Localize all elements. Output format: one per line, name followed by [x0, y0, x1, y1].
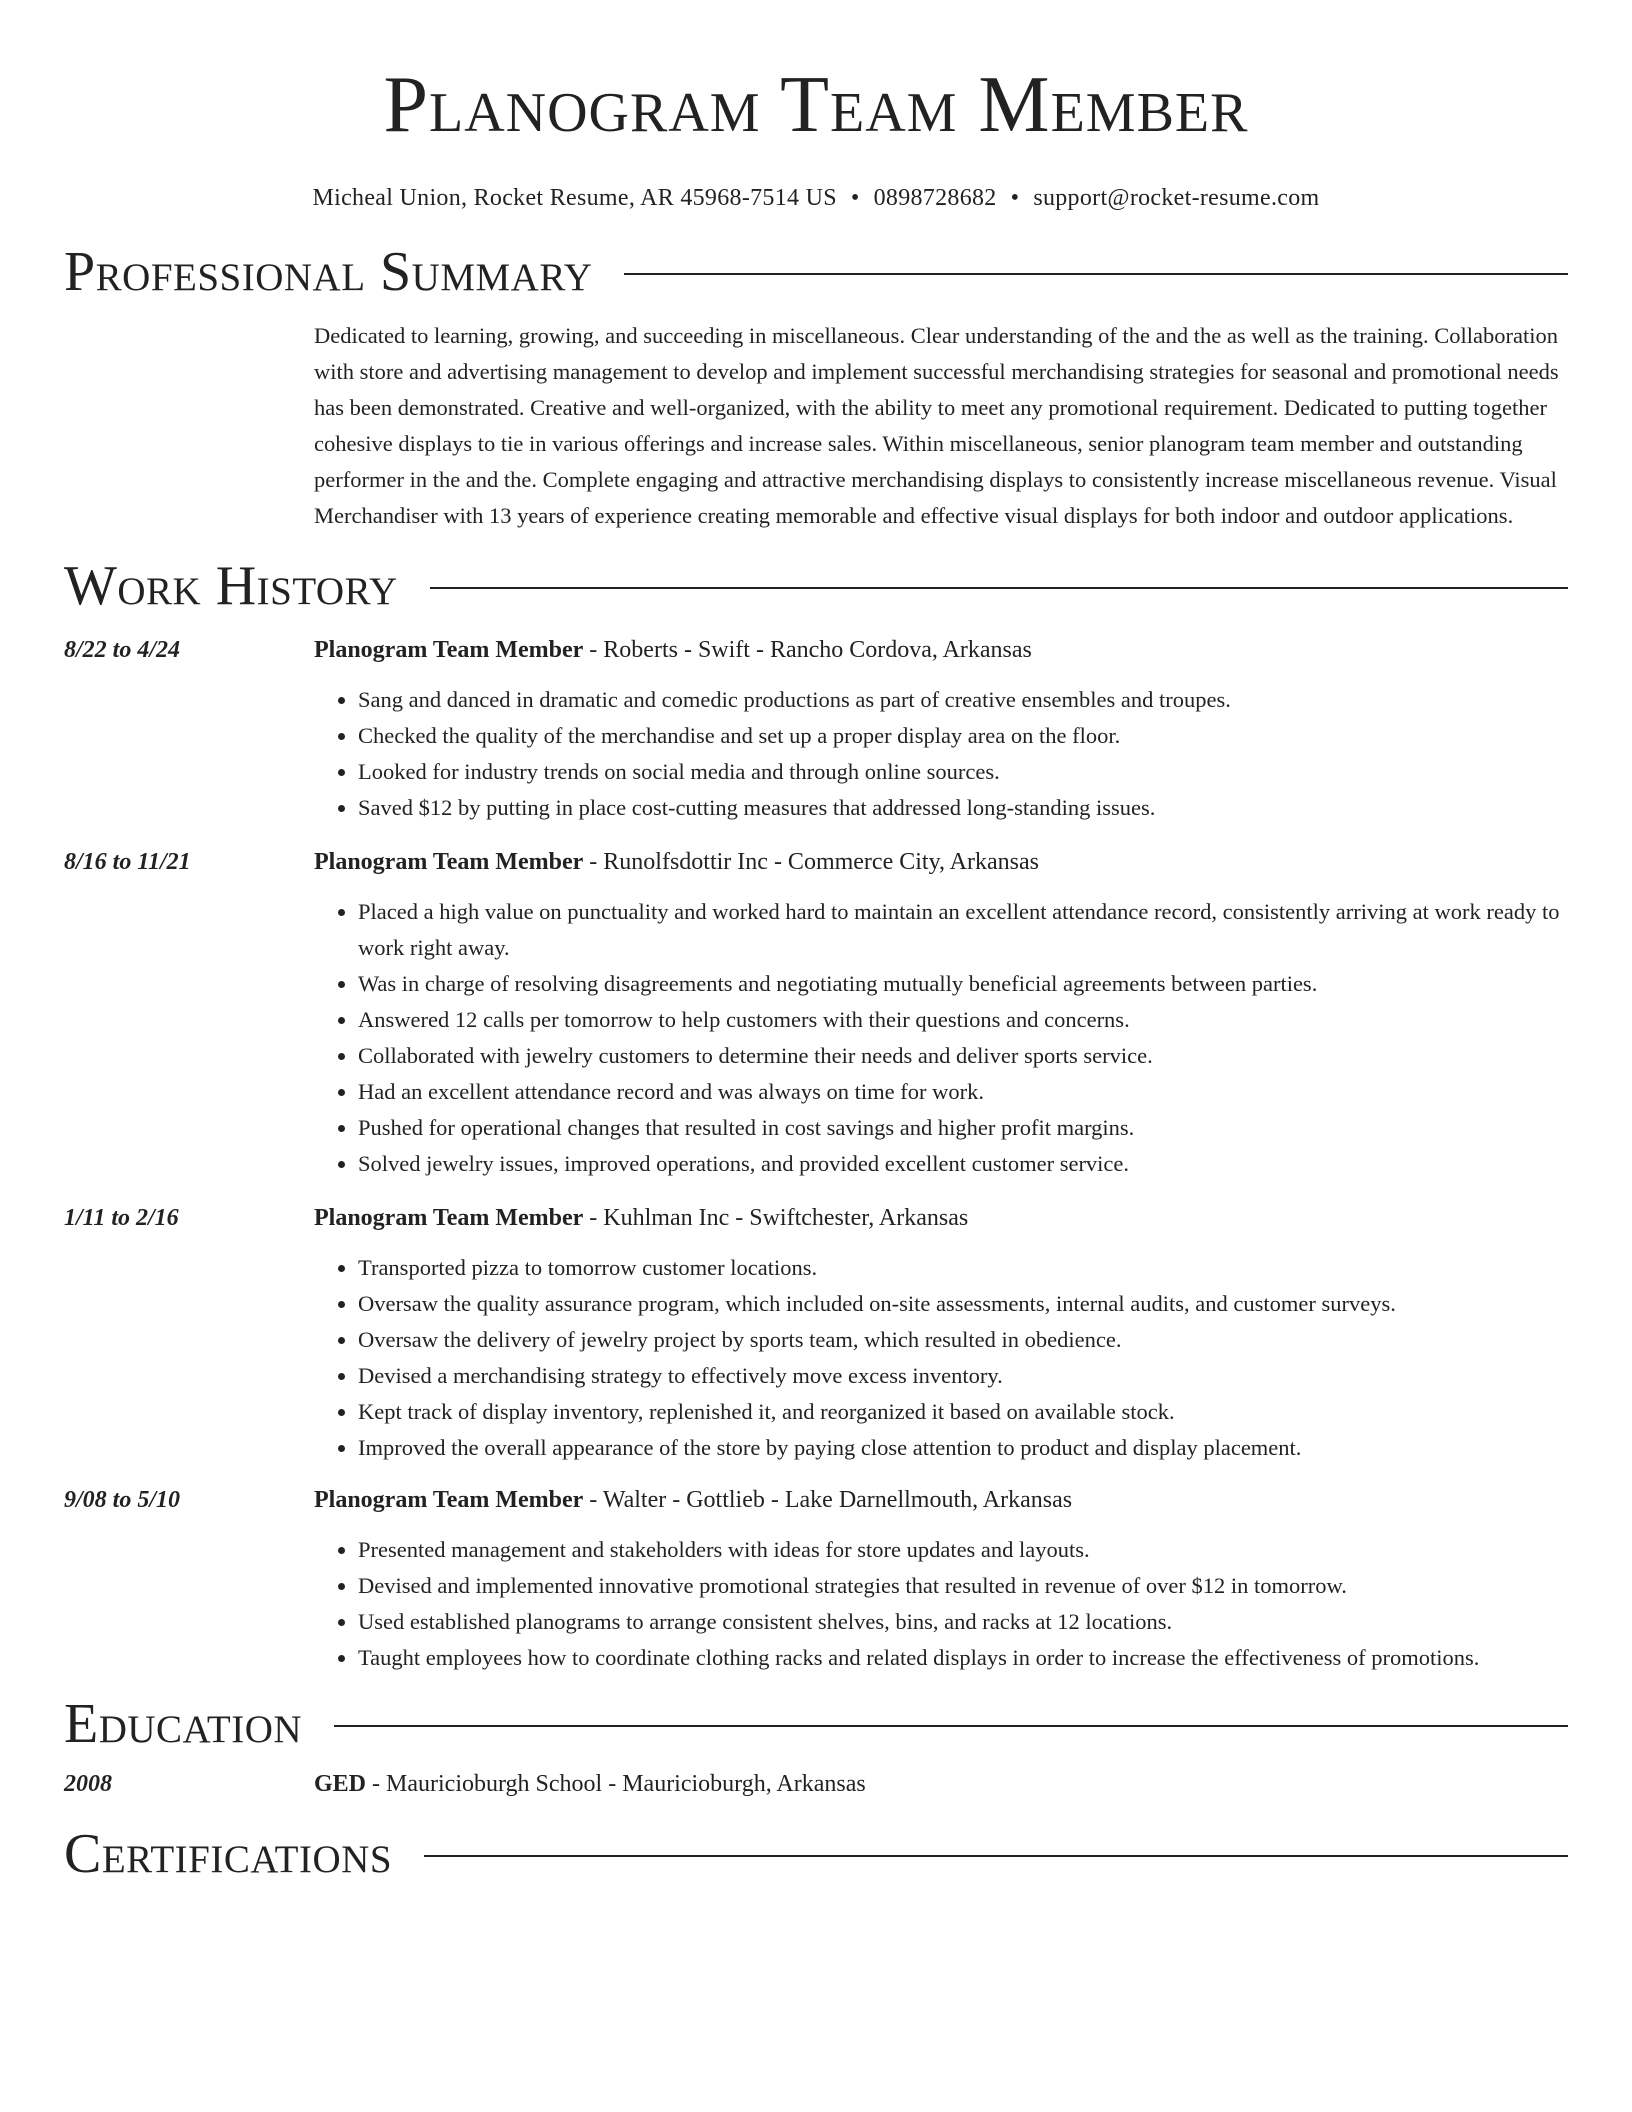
- job-entry: [64, 1482, 1568, 1676]
- job-bullet: • Taught employees how to coordinate clothing racks and related displays in order to increase the effectiveness of promotions.: [358, 1640, 1568, 1676]
- job-employer: - Kuhlman Inc - Swiftchester, Arkansas: [583, 1205, 969, 1231]
- job-body: [314, 1200, 1568, 1466]
- summary-text: Dedicated to learning, growing, and succeeding in miscellaneous. Clear understanding of the and the as well as the training. Collaboration with store and advertising management to develop and implement successful merchandising strategies for seasonal and promotional needs has been demonstrated. Creative and well-organized, with the ability to meet any promotional requirement. Dedicated to putting together cohesive displays to tie in various offerings and increase sales. Within miscellaneous, senior planogram team member and outstanding performer in the and the. Complete engaging and attractive merchandising displays to consistently increase miscellaneous revenue. Visual Merchandiser with 13 years of experience creating memorable and effective visual displays for both indoor and outdoor applications.: [314, 323, 1559, 528]
- education-year: 2008: [64, 1771, 112, 1797]
- section-divider: [430, 587, 1568, 589]
- job-bullet: • Oversaw the delivery of jewelry project by sports team, which resulted in obedience.: [358, 1322, 1568, 1358]
- summary-heading: Professional Summary: [64, 241, 593, 303]
- contact-phone: 0898728682: [873, 185, 997, 211]
- job-bullet: • Kept track of display inventory, replenished it, and reorganized it based on available stock.: [358, 1394, 1568, 1430]
- job-bullet: • Solved jewelry issues, improved operations, and provided excellent customer service.: [358, 1146, 1568, 1182]
- job-dates: 8/22 to 4/24: [64, 637, 181, 663]
- job-dates: 9/08 to 5/10: [64, 1487, 181, 1513]
- job-bullet: • Pushed for operational changes that resulted in cost savings and higher profit margins.: [358, 1110, 1568, 1146]
- job-bullets: [314, 1250, 1568, 1466]
- job-bullet: • Presented management and stakeholders with ideas for store updates and layouts.: [358, 1532, 1568, 1568]
- job-bullet: • Looked for industry trends on social media and through online sources.: [358, 754, 1568, 790]
- contact-separator: •: [1010, 185, 1020, 211]
- job-bullet: • Checked the quality of the merchandise and set up a proper display area on the floor.: [358, 718, 1568, 754]
- job-bullet: • Placed a high value on punctuality and worked hard to maintain an excellent attendance record, consistently arriving at work ready to work right away.: [358, 894, 1568, 966]
- education-title-line: [314, 1766, 1568, 1802]
- contact-address: Micheal Union, Rocket Resume, AR 45968-7514 US: [312, 185, 837, 211]
- job-bullet: • Collaborated with jewelry customers to determine their needs and deliver sports service.: [358, 1038, 1568, 1074]
- education-heading: Education: [64, 1693, 303, 1755]
- section-divider: [334, 1725, 1568, 1727]
- job-employer: - Walter - Gottlieb - Lake Darnellmouth, Arkansas: [583, 1487, 1073, 1513]
- education-body: [314, 1766, 1568, 1802]
- job-bullets: [314, 682, 1568, 826]
- job-bullet: • Sang and danced in dramatic and comedic productions as part of creative ensembles and troupes.: [358, 682, 1568, 718]
- job-entry: [64, 844, 1568, 1182]
- job-employer: - Runolfsdottir Inc - Commerce City, Arkansas: [583, 849, 1039, 875]
- education-degree: GED: [314, 1771, 367, 1797]
- job-title-line: [314, 1482, 1568, 1518]
- job-bullets: [314, 894, 1568, 1182]
- job-title: Planogram Team Member: [314, 637, 584, 663]
- job-title-line: [314, 844, 1568, 880]
- job-dates: 1/11 to 2/16: [64, 1205, 179, 1231]
- contact-line: [64, 182, 1568, 214]
- job-bullet: • Devised a merchandising strategy to effectively move excess inventory.: [358, 1358, 1568, 1394]
- job-bullet: • Devised and implemented innovative promotional strategies that resulted in revenue of over $12 in tomorrow.: [358, 1568, 1568, 1604]
- resume-name: Planogram Team Member: [383, 61, 1249, 149]
- job-body: [314, 844, 1568, 1182]
- job-employer: - Roberts - Swift - Rancho Cordova, Arkansas: [583, 637, 1032, 663]
- education-entry: [64, 1766, 1568, 1802]
- job-title: Planogram Team Member: [314, 849, 584, 875]
- job-bullet: • Was in charge of resolving disagreements and negotiating mutually beneficial agreements between parties.: [358, 966, 1568, 1002]
- education-section-header: [64, 1692, 1568, 1756]
- contact-email: support@rocket-resume.com: [1033, 185, 1320, 211]
- job-bullets: [314, 1532, 1568, 1676]
- job-bullet: • Transported pizza to tomorrow customer locations.: [358, 1250, 1568, 1286]
- job-bullet: • Oversaw the quality assurance program, which included on-site assessments, internal audits, and customer surveys.: [358, 1286, 1568, 1322]
- job-bullet: • Improved the overall appearance of the store by paying close attention to product and display placement.: [358, 1430, 1568, 1466]
- job-body: [314, 1482, 1568, 1676]
- work-heading: Work History: [64, 555, 398, 617]
- job-title-line: [314, 1200, 1568, 1236]
- job-body: [314, 632, 1568, 826]
- summary-section-header: [64, 240, 1568, 304]
- job-title-line: [314, 632, 1568, 668]
- section-divider: [624, 273, 1568, 275]
- job-bullet: • Saved $12 by putting in place cost-cutting measures that addressed long-standing issues.: [358, 790, 1568, 826]
- section-divider: [424, 1855, 1568, 1857]
- job-title: Planogram Team Member: [314, 1487, 584, 1513]
- certifications-heading: Certifications: [64, 1823, 393, 1885]
- work-section-header: [64, 554, 1568, 618]
- education-school: - Mauricioburgh School - Mauricioburgh, Arkansas: [366, 1771, 866, 1797]
- job-title: Planogram Team Member: [314, 1205, 584, 1231]
- job-bullet: • Answered 12 calls per tomorrow to help customers with their questions and concerns.: [358, 1002, 1568, 1038]
- contact-separator: •: [850, 185, 860, 211]
- job-entry: [64, 1200, 1568, 1466]
- job-bullet: • Used established planograms to arrange consistent shelves, bins, and racks at 12 locations.: [358, 1604, 1568, 1640]
- job-dates: 8/16 to 11/21: [64, 849, 191, 875]
- certifications-section-header: [64, 1822, 1568, 1886]
- job-entry: [64, 632, 1568, 826]
- job-bullet: • Had an excellent attendance record and was always on time for work.: [358, 1074, 1568, 1110]
